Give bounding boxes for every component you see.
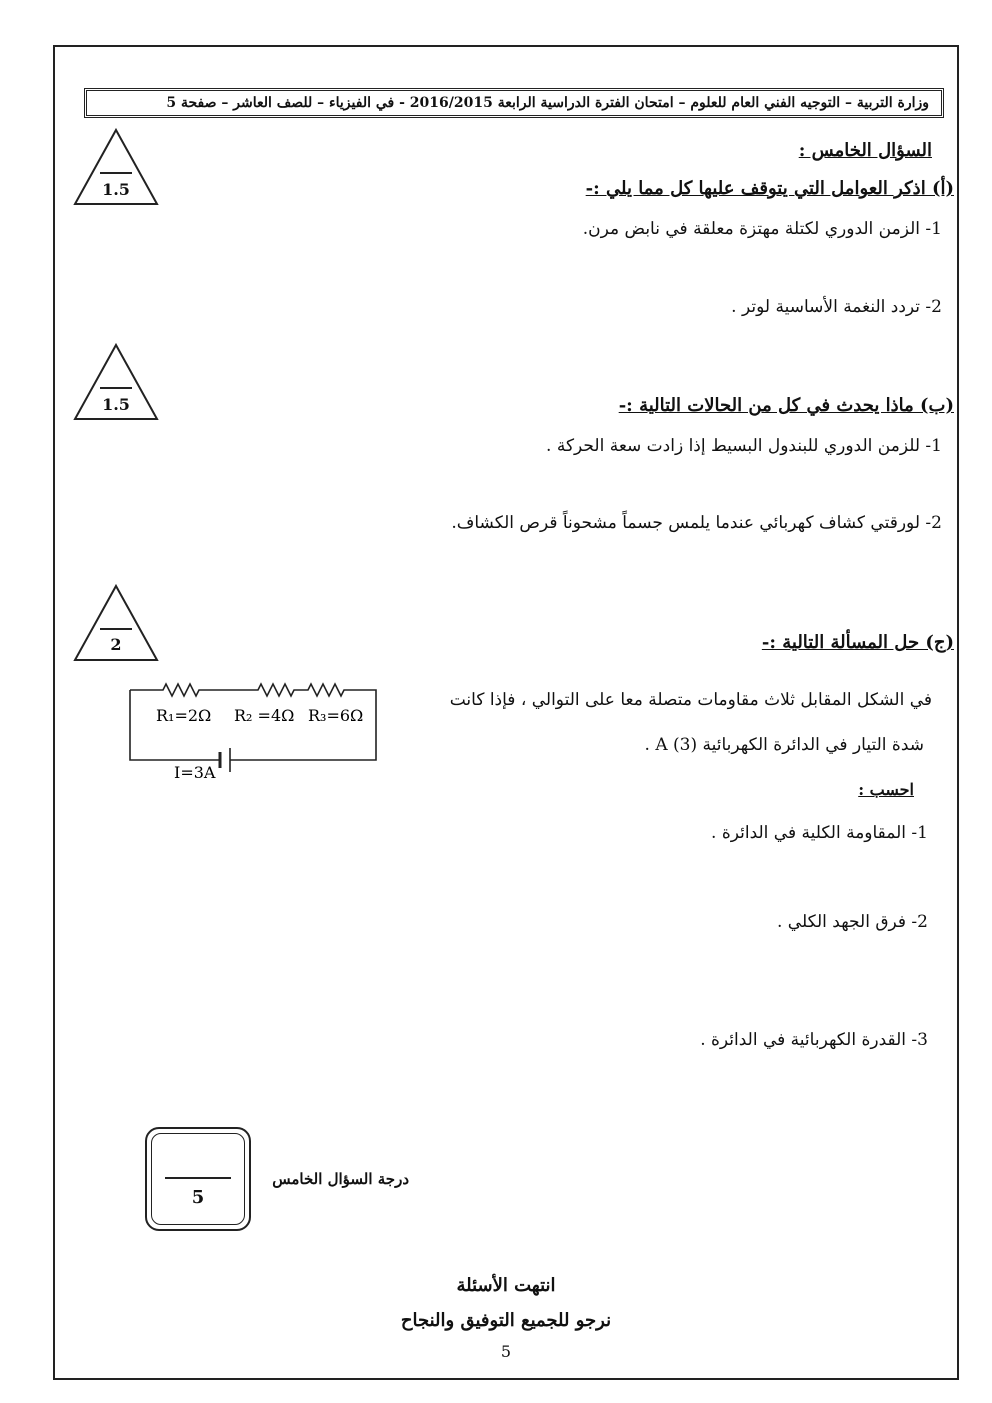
r3-label: R₃=6Ω — [308, 706, 364, 725]
part-a-item-1: 1- الزمن الدوري لكتلة مهتزة معلقة في نابض مرن. — [582, 219, 942, 239]
part-c-item-2: 2- فرق الجهد الكلي . — [776, 912, 928, 932]
series-circuit-diagram — [118, 672, 388, 787]
part-a-title: (أ) اذكر العوامل التي يتوقف عليها كل مما يلي :- — [585, 178, 954, 199]
part-c-title: (ج) حل المسألة التالية :- — [761, 632, 954, 653]
end-of-questions: انتهت الأسئلة — [456, 1275, 556, 1296]
exam-header: وزارة التربية – التوجيه الفني العام للعلوم – امتحان الفترة الدراسية الرابعة 2016/2015 - في الفيزياء – للصف العاشر – صفحة 5 — [84, 88, 944, 118]
part-c-item-3: 3- القدرة الكهربائية في الدائرة . — [700, 1030, 928, 1050]
calc-label: احسب : — [858, 780, 914, 799]
total-grade-box — [145, 1127, 251, 1231]
mark-b-value: 1.5 — [102, 395, 130, 414]
part-c-intro-1: في الشكل المقابل ثلاث مقاومات متصلة معا على التوالي ، فإذا كانت — [449, 690, 932, 710]
part-c-item-1: 1- المقاومة الكلية في الدائرة . — [711, 823, 928, 843]
mark-c-value: 2 — [110, 635, 122, 654]
r2-label: R₂ =4Ω — [234, 706, 295, 725]
part-b-item-2: 2- لورقتي كشاف كهربائي عندما يلمس جسماً مشحوناً قرص الكشاف. — [451, 513, 942, 533]
part-b-title: (ب) ماذا يحدث في كل من الحالات التالية :- — [618, 395, 954, 416]
total-grade-value: 5 — [191, 1187, 205, 1208]
current-label: I=3A — [174, 763, 216, 782]
section-title: السؤال الخامس : — [798, 140, 932, 161]
r1-label: R₁=2Ω — [156, 706, 212, 725]
page-number: 5 — [500, 1342, 512, 1361]
part-b-item-1: 1- للزمن الدوري للبندول البسيط إذا زادت سعة الحركة . — [546, 436, 942, 456]
part-a-item-2: 2- تردد النغمة الأساسية لوتر . — [731, 297, 942, 317]
part-c-intro-2: شدة التيار في الدائرة الكهربائية A (3) . — [644, 735, 924, 755]
total-grade-label: درجة السؤال الخامس — [272, 1170, 409, 1188]
mark-a-value: 1.5 — [102, 180, 130, 199]
good-luck-wish: نرجو للجميع التوفيق والنجاح — [400, 1310, 612, 1331]
